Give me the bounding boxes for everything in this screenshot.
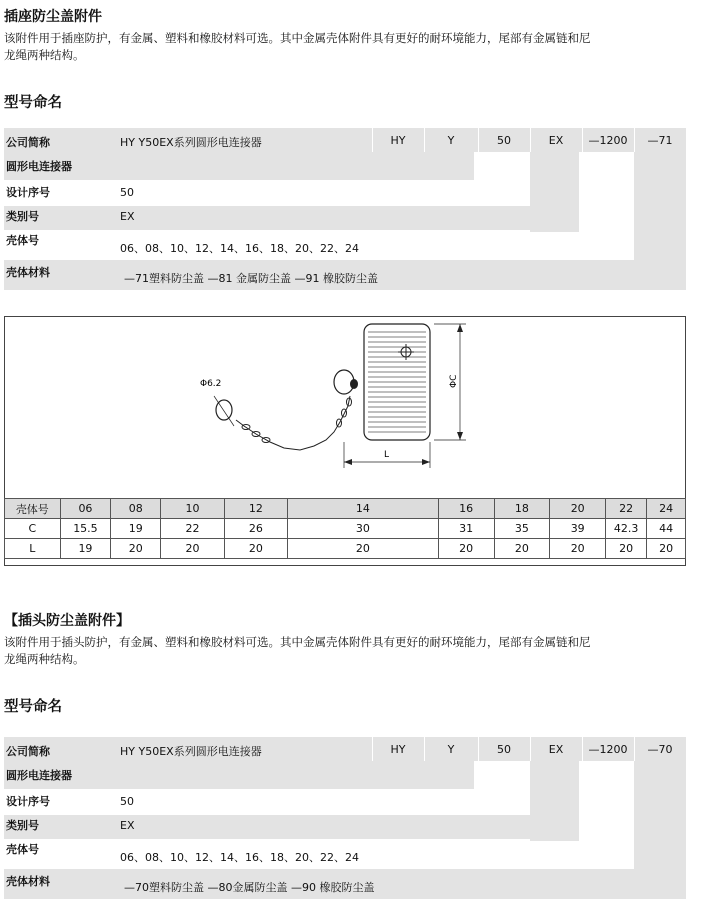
table-cell: 26 [224, 519, 287, 539]
table-cell: 20 [647, 539, 686, 559]
section1-desc-line2: 龙绳两种结构。 [4, 48, 85, 62]
table-cell: 31 [438, 519, 494, 539]
table-header-row [5, 499, 686, 519]
model-row-value: 50 [120, 186, 134, 199]
table-header-cell: 12 [224, 499, 287, 519]
dim-c-label: ΦC [449, 374, 459, 388]
section2-desc-line2: 龙绳两种结构。 [4, 652, 85, 666]
dimension-table [4, 498, 686, 559]
model-row-value: HY Y50EX系列圆形电连接器 [120, 136, 262, 149]
model-band [4, 815, 579, 839]
model-code: —1200 [588, 743, 628, 756]
table-header-cell: 08 [111, 499, 161, 519]
section1-title: 插座防尘盖附件 [4, 9, 102, 25]
table-header-cell: 24 [647, 499, 686, 519]
model-row-label: 公司简称 [6, 745, 50, 758]
table-cell: 42.3 [606, 519, 647, 539]
model-row-label: 壳体号 [6, 234, 39, 247]
table-cell: 20 [111, 539, 161, 559]
model-row-label: 类别号 [6, 210, 39, 223]
model-row-value: EX [120, 819, 135, 832]
section1-desc-line1: 该附件用于插座防护，有金属、塑料和橡胶材料可选。其中金属壳体附件具有更好的耐环境能力，尾部有金属链和尼 [4, 31, 591, 45]
section1-description [4, 30, 694, 64]
model-code: Y [447, 134, 455, 147]
section1-model-diagram [4, 128, 686, 290]
model-code: —1200 [588, 134, 628, 147]
table-header-cell: 20 [550, 499, 606, 519]
model-code: 50 [497, 134, 511, 147]
table-header-cell: 10 [161, 499, 224, 519]
table-cell: 35 [494, 519, 550, 539]
section2-model-diagram [4, 737, 686, 899]
model-row-value: 06、08、10、12、14、16、18、20、22、24 [120, 851, 359, 864]
table-cell: 39 [550, 519, 606, 539]
model-row-label: 设计序号 [6, 186, 50, 199]
model-row-label: 类别号 [6, 819, 39, 832]
model-row-label: 圆形电连接器 [6, 160, 72, 173]
model-code: —70 [647, 743, 673, 756]
phi-ring-label: Φ6.2 [200, 379, 222, 389]
model-code: Y [447, 743, 455, 756]
model-row-label: 设计序号 [6, 795, 50, 808]
table-cell: 20 [494, 539, 550, 559]
model-step [634, 152, 686, 262]
table-header-cell: 22 [606, 499, 647, 519]
model-step [530, 761, 579, 841]
table-cell: 20 [288, 539, 439, 559]
model-code: EX [548, 134, 564, 147]
dust-cap-drawing [4, 316, 686, 498]
model-row-value: 50 [120, 795, 134, 808]
model-row-value: —70塑料防尘盖 —80金属防尘盖 —90 橡胶防尘盖 [124, 881, 375, 894]
dim-l-label: L [384, 450, 390, 460]
model-row-label: 公司简称 [6, 136, 50, 149]
model-band [4, 206, 579, 230]
section2-desc-line1: 该附件用于插头防护，有金属、塑料和橡胶材料可选。其中金属壳体附件具有更好的耐环境能力，尾部有金属链和尼 [4, 635, 591, 649]
table-cell: 20 [224, 539, 287, 559]
table-cell: 22 [161, 519, 224, 539]
table-cell: 44 [647, 519, 686, 539]
model-code: —71 [647, 134, 673, 147]
model-row-label: 壳体材料 [6, 875, 50, 888]
model-band [4, 761, 474, 789]
table-row [5, 539, 686, 559]
model-row-label: 壳体号 [6, 843, 39, 856]
table-cell: 20 [161, 539, 224, 559]
model-row-value: 06、08、10、12、14、16、18、20、22、24 [120, 242, 359, 255]
model-band [4, 152, 474, 180]
model-row-label: 壳体材料 [6, 266, 50, 279]
model-code: HY [390, 743, 406, 756]
model-code: EX [548, 743, 564, 756]
table-header-cell: 14 [288, 499, 439, 519]
model-step [530, 152, 579, 232]
table-cell: C [5, 519, 61, 539]
section2-description [4, 634, 694, 668]
model-step [634, 761, 686, 871]
table-header-cell: 18 [494, 499, 550, 519]
table-row [5, 519, 686, 539]
table-cell: 30 [288, 519, 439, 539]
table-header-cell: 16 [438, 499, 494, 519]
table-cell: 20 [438, 539, 494, 559]
model-row-label: 圆形电连接器 [6, 769, 72, 782]
model-row-value: EX [120, 210, 135, 223]
model-code: 50 [497, 743, 511, 756]
table-header-cell: 06 [60, 499, 111, 519]
section2-title: 【插头防尘盖附件】 [4, 613, 130, 629]
section2-model-title: 型号命名 [4, 699, 62, 715]
table-cell: 15.5 [60, 519, 111, 539]
model-row-value: HY Y50EX系列圆形电连接器 [120, 745, 262, 758]
table-cell: L [5, 539, 61, 559]
table-cell: 20 [606, 539, 647, 559]
section1-model-title: 型号命名 [4, 95, 62, 111]
table-cell: 19 [111, 519, 161, 539]
table-cell: 19 [60, 539, 111, 559]
model-step [424, 152, 474, 180]
table-header-cell: 壳体号 [5, 499, 61, 519]
model-code: HY [390, 134, 406, 147]
model-step [424, 761, 474, 789]
table-cell: 20 [550, 539, 606, 559]
model-row-value: —71塑料防尘盖 —81 金属防尘盖 —91 橡胶防尘盖 [124, 272, 378, 285]
